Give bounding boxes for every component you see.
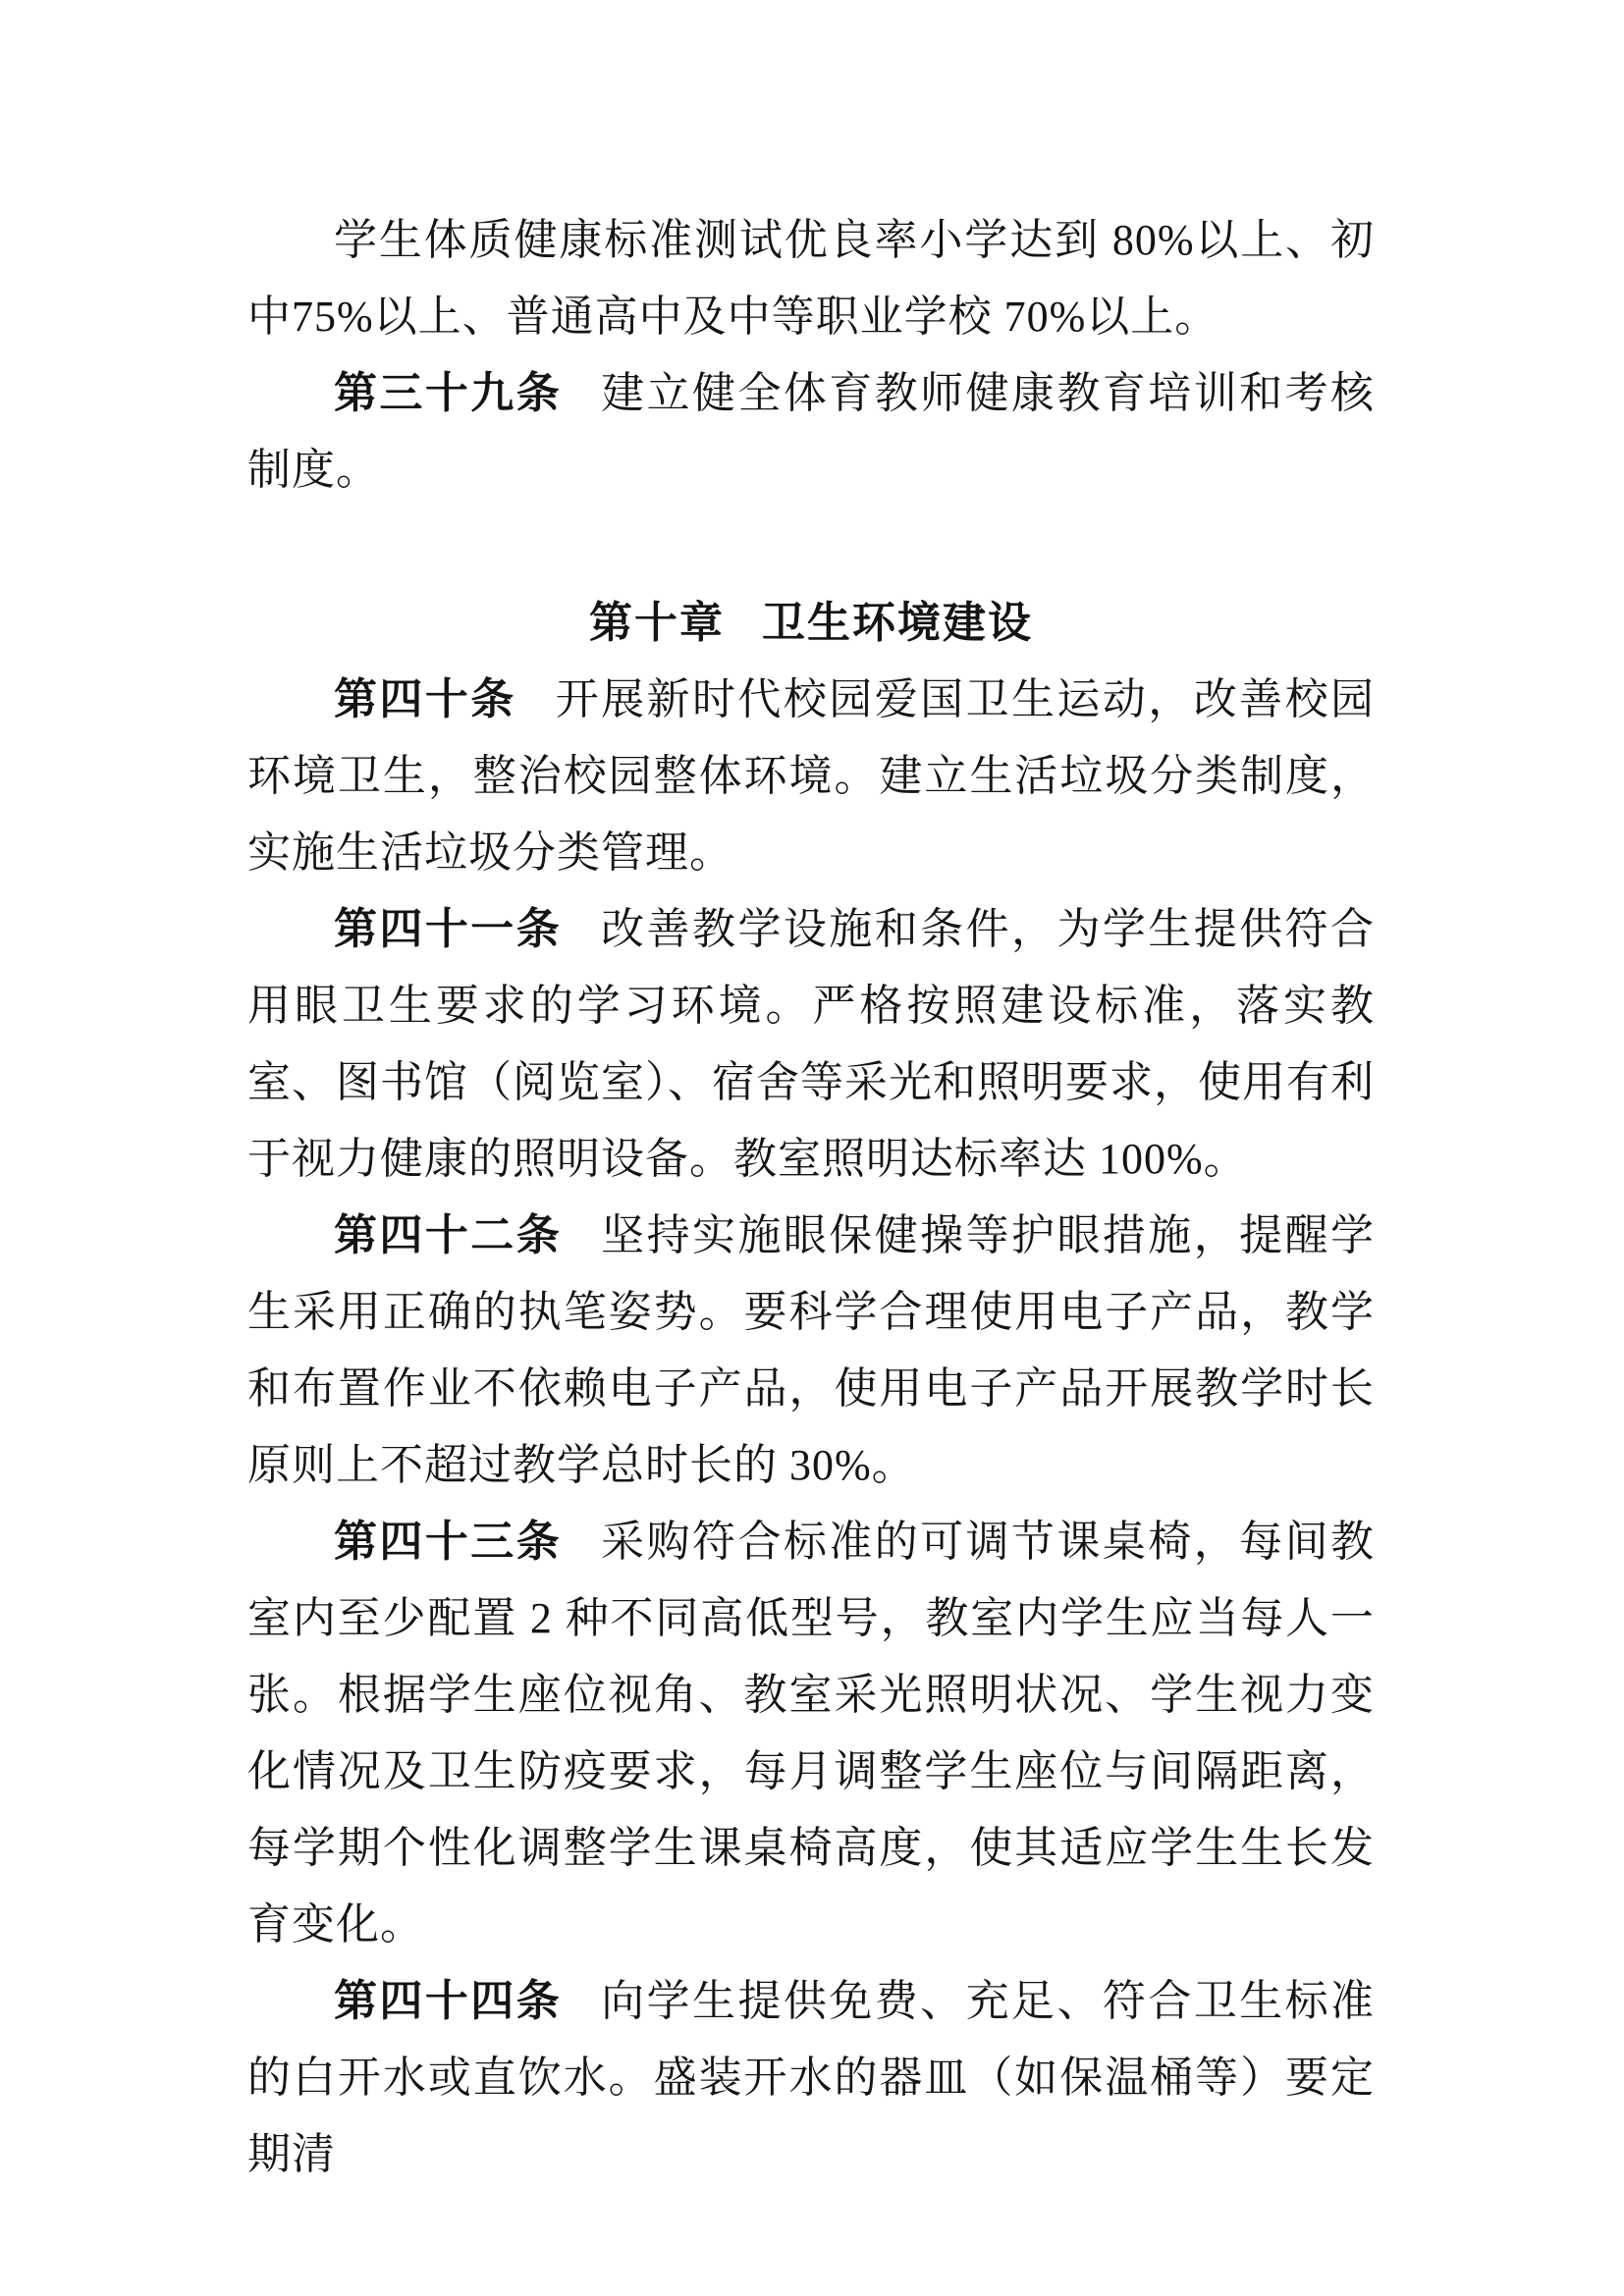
article-number: 第四十条 [334, 675, 516, 723]
paragraph [247, 202, 1375, 355]
paragraph-text: 坚持实施眼保健操等护眼措施，提醒学生采用正确的执笔姿势。要科学合理使用电子产品，教学和布置作业不依赖电子产品，使用电子产品开展教学时长原则上不超过教学总时长的 30%。 [247, 1211, 1376, 1489]
paragraph [247, 1963, 1375, 2193]
paragraph-text: 采购符合标准的可调节课桌椅，每间教室内至少配置 2 种不同高低型号，教室内学生应当每人一张。根据学生座位视角、教室采光照明状况、学生视力变化情况及卫生防疫要求，每月调整学生座位与间隔距离，每学期个性化调整学生课桌椅高度，使其适应学生生长发育变化。 [247, 1518, 1376, 1949]
paragraph-text: 改善教学设施和条件，为学生提供符合用眼卫生要求的学习环境。严格按照建设标准，落实教室、图书馆（阅览室）、宿舍等采光和照明要求，使用有利于视力健康的照明设备。教室照明达标率达 100%。 [247, 905, 1376, 1183]
paragraph-text: 向学生提供免费、充足、符合卫生标准的白开水或直饮水。盛装开水的器皿（如保温桶等）要定期清 [247, 1977, 1376, 2178]
chapter-heading [247, 585, 1375, 662]
paragraph-text: 学生体质健康标准测试优良率小学达到 80%以上、初中75%以上、普通高中及中等职业学校 70%以上。 [247, 216, 1375, 341]
document-content [247, 202, 1375, 2193]
paragraph [247, 1198, 1375, 1504]
chapter-number: 第十章 [589, 599, 725, 647]
article-number: 第四十二条 [334, 1211, 563, 1259]
chapter-title-text: 卫生环境建设 [762, 599, 1033, 647]
paragraph [247, 891, 1375, 1198]
article-number: 第四十三条 [334, 1518, 563, 1566]
paragraph [247, 662, 1375, 891]
paragraph-text: 开展新时代校园爱国卫生运动，改善校园环境卫生，整治校园整体环境。建立生活垃圾分类制度，实施生活垃圾分类管理。 [247, 675, 1376, 877]
paragraph [247, 1504, 1375, 1963]
article-number: 第三十九条 [334, 369, 563, 417]
paragraph-text: 建立健全体育教师健康教育培训和考核制度。 [247, 369, 1376, 494]
article-number: 第四十一条 [334, 905, 563, 953]
paragraph [247, 355, 1375, 508]
article-number: 第四十四条 [334, 1977, 563, 2025]
